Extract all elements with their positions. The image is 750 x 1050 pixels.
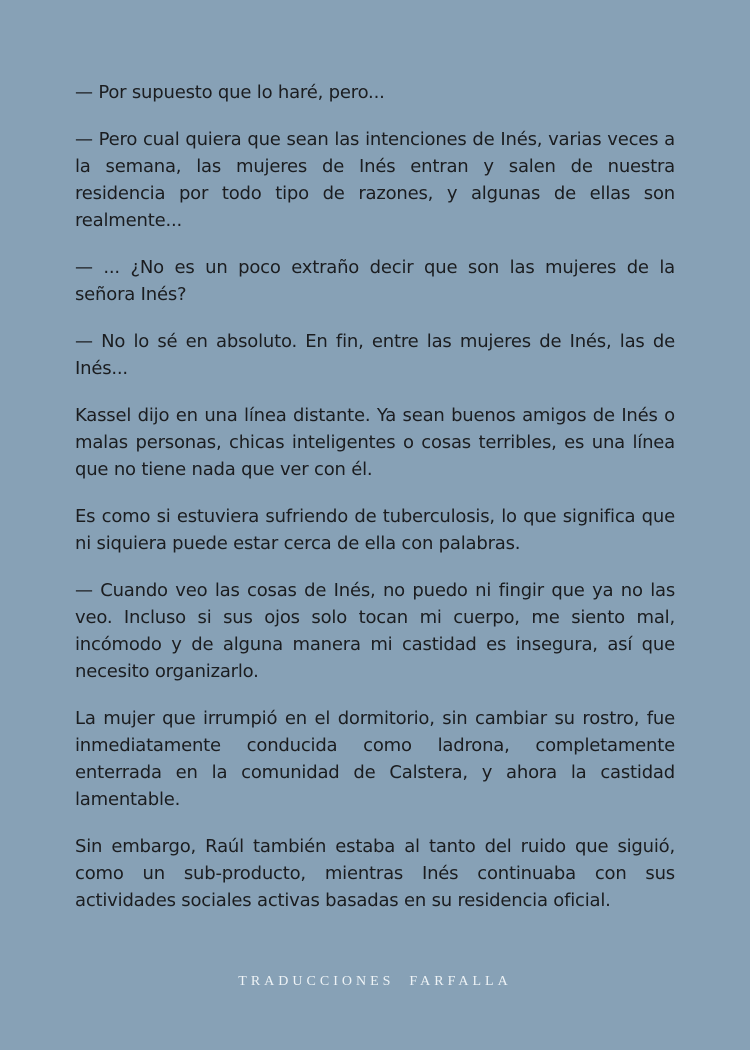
paragraph: Es como si estuviera sufriendo de tuberculosis, lo que significa que ni siquiera puede estar cerca de ella con palabras. [75, 506, 675, 554]
paragraph: — Cuando veo las cosas de Inés, no puedo ni fingir que ya no las veo. Incluso si sus ojos solo tocan mi cuerpo, me siento mal, incómodo y de alguna manera mi castidad es insegura, así que necesito organizarlo. [75, 580, 675, 682]
paragraph: — ... ¿No es un poco extraño decir que son las mujeres de la señora Inés? [75, 257, 675, 305]
paragraph: — No lo sé en absoluto. En fin, entre las mujeres de Inés, las de Inés... [75, 331, 675, 379]
paragraph: — Por supuesto que lo haré, pero... [75, 82, 385, 103]
paragraph: Sin embargo, Raúl también estaba al tanto del ruido que siguió, como un sub-producto, mientras Inés continuaba con sus actividades sociales activas basadas en su residencia oficial. [75, 836, 675, 911]
paragraph: La mujer que irrumpió en el dormitorio, sin cambiar su rostro, fue inmediatamente conducida como ladrona, completamente enterrada en la comunidad de Calstera, y ahora la castidad lamentable. [75, 708, 675, 810]
paragraph: — Pero cual quiera que sean las intenciones de Inés, varias veces a la semana, las mujeres de Inés entran y salen de nuestra residencia por todo tipo de razones, y algunas de ellas son realmente... [75, 129, 675, 231]
paragraph: Kassel dijo en una línea distante. Ya sean buenos amigos de Inés o malas personas, chicas inteligentes o cosas terribles, es una línea que no tiene nada que ver con él. [75, 405, 675, 480]
publisher-footer: TRADUCCIONES FARFALLA [238, 974, 512, 989]
page-body [75, 79, 675, 934]
